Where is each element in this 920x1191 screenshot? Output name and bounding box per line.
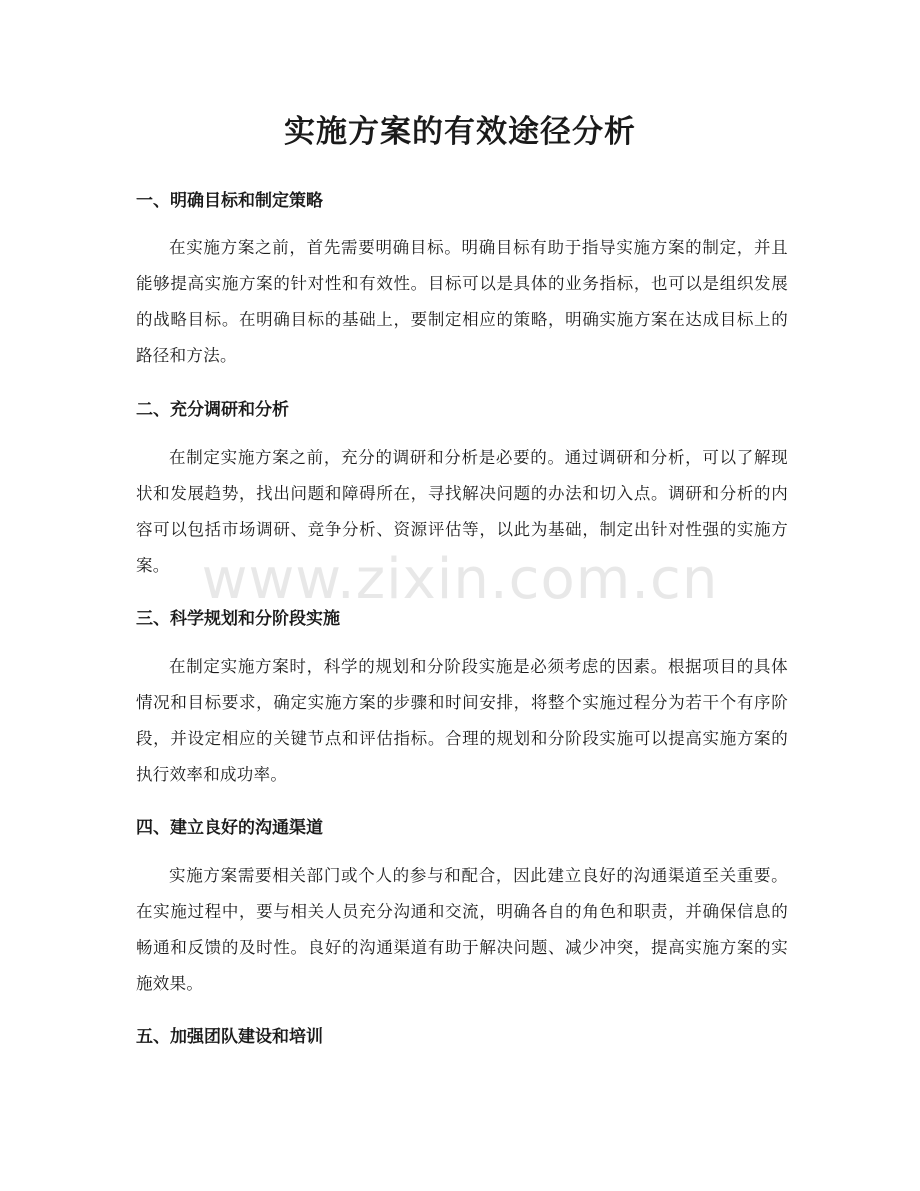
section-paragraph-2: 在制定实施方案之前，充分的调研和分析是必要的。通过调研和分析，可以了解现状和发展趋势，找出问题和障碍所在，寻找解决问题的办法和切入点。调研和分析的内容可以包括市场调研、竞争分析、资源评估等，以此为基础，制定出针对性强的实施方案。	[136, 448, 788, 575]
document-title: 实施方案的有效途径分析	[284, 114, 636, 150]
section-paragraph-3: 在制定实施方案时，科学的规划和分阶段实施是必须考虑的因素。根据项目的具体情况和目标要求，确定实施方案的步骤和时间安排，将整个实施过程分为若干个有序阶段，并设定相应的关键节点和评估指标。合理的规划和分阶段实施可以提高实施方案的执行效率和成功率。	[136, 657, 788, 784]
section-heading-5: 五、加强团队建设和培训	[136, 1027, 323, 1047]
section-heading-1: 一、明确目标和制定策略	[136, 191, 323, 211]
section-heading-4: 四、建立良好的沟通渠道	[136, 818, 323, 838]
watermark: www.zixin.com.cn	[201, 547, 719, 612]
section-paragraph-1: 在实施方案之前，首先需要明确目标。明确目标有助于指导实施方案的制定，并且能够提高实施方案的针对性和有效性。目标可以是具体的业务指标，也可以是组织发展的战略目标。在明确目标的基础上，要制定相应的策略，明确实施方案在达成目标上的路径和方法。	[136, 238, 788, 365]
section-heading-3: 三、科学规划和分阶段实施	[136, 609, 340, 629]
section-heading-2: 二、充分调研和分析	[136, 400, 289, 420]
section-paragraph-4: 实施方案需要相关部门或个人的参与和配合，因此建立良好的沟通渠道至关重要。在实施过程中，要与相关人员充分沟通和交流，明确各自的角色和职责，并确保信息的畅通和反馈的及时性。良好的沟通渠道有助于解决问题、减少冲突，提高实施方案的实施效果。	[136, 866, 788, 993]
